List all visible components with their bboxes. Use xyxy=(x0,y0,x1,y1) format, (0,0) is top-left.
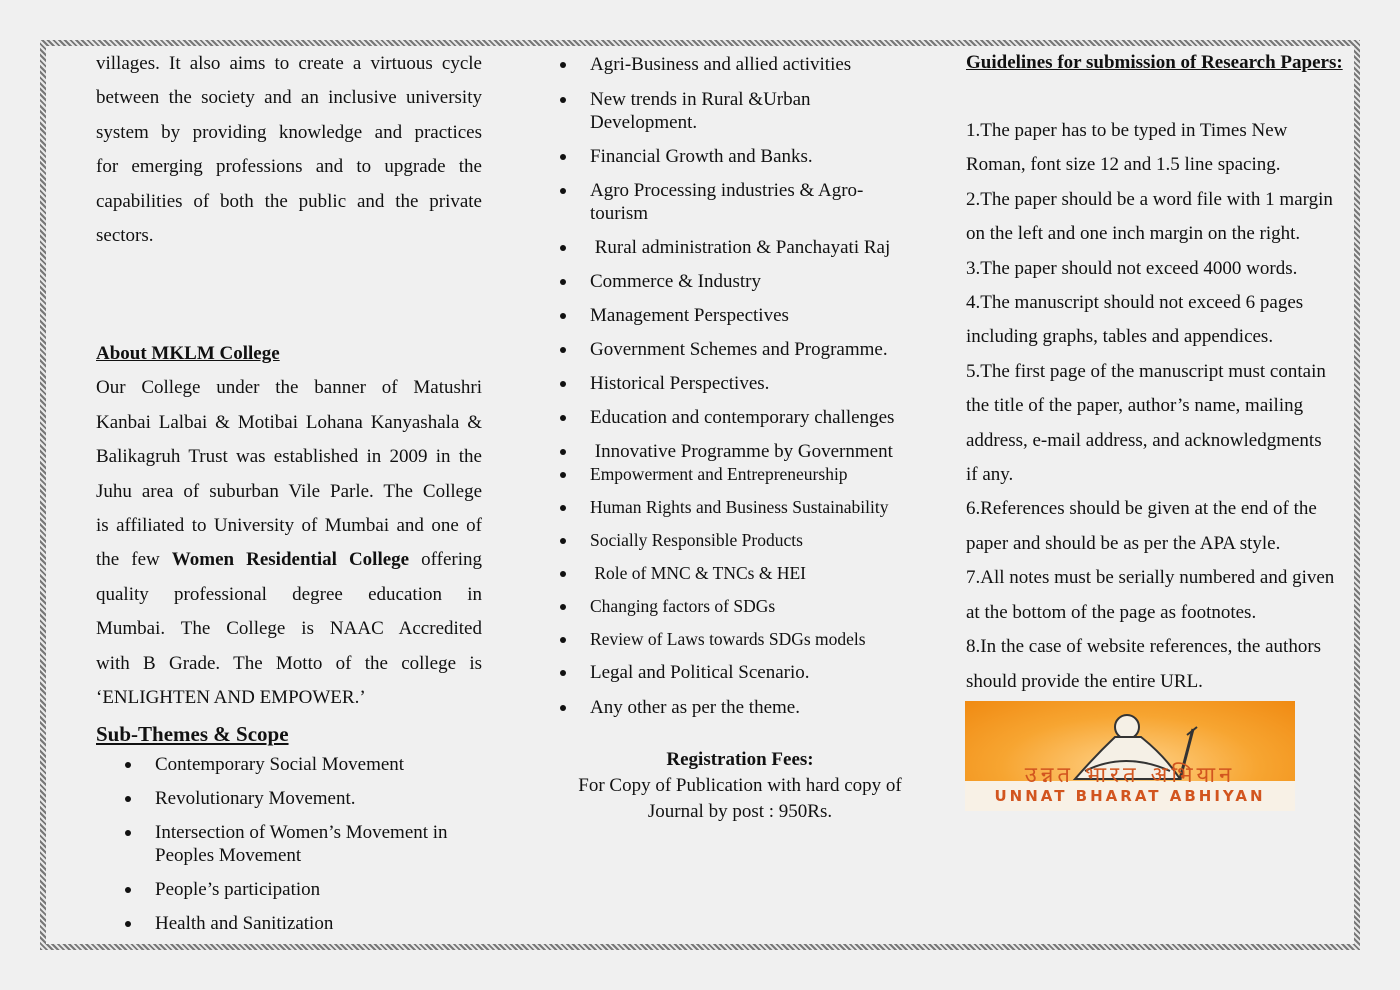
list-item: Legal and Political Scenario. xyxy=(555,661,925,684)
guideline-line: including graphs, tables and appendices. xyxy=(966,326,1274,348)
registration-line: Journal by post : 950Rs. xyxy=(647,801,833,822)
themes-list-a xyxy=(555,53,925,463)
list-item: Financial Growth and Banks. xyxy=(555,145,925,168)
about-heading: About MKLM College xyxy=(96,343,280,365)
guideline-line: 5.The first page of the manuscript must contain xyxy=(966,360,1326,382)
list-item: Contemporary Social Movement xyxy=(120,753,482,776)
text-line: for emerging professions and to upgrade the xyxy=(96,156,482,178)
list-item: Agri-Business and allied activities xyxy=(555,53,925,76)
text-line: between the society and an inclusive university xyxy=(96,87,482,109)
list-item: Role of MNC & TNCs & HEI xyxy=(555,562,925,585)
text-line: with B Grade. The Motto of the college is xyxy=(96,652,482,674)
text-line: system by providing knowledge and practices xyxy=(96,121,482,143)
guideline-line: 1.The paper has to be typed in Times New xyxy=(966,120,1288,141)
guideline-line: 6.References should be given at the end of the xyxy=(966,498,1317,520)
registration-fees xyxy=(555,747,925,825)
list-item: Agro Processing industries & Agro-tourism xyxy=(555,179,925,225)
middle-column xyxy=(555,53,925,825)
list-item: Innovative Programme by Government xyxy=(555,440,925,463)
guideline-line: address, e-mail address, and acknowledgments xyxy=(966,429,1322,451)
guideline-line: 8.In the case of website references, the authors xyxy=(966,636,1322,658)
intro-paragraph xyxy=(96,47,482,253)
unnat-bharat-abhiyan-logo xyxy=(965,701,1295,811)
text-line: quality professional degree education in xyxy=(96,583,482,605)
college-type-bold: Women Residential College xyxy=(171,549,410,571)
text-line: Mumbai. The College is NAAC Accredited xyxy=(96,618,482,640)
text-fragment: the few xyxy=(96,549,172,571)
list-item: Management Perspectives xyxy=(555,304,925,327)
right-column xyxy=(966,52,1356,699)
themes-list-c xyxy=(555,661,925,719)
list-item: Review of Laws towards SDGs models xyxy=(555,628,925,651)
guideline-line: should provide the entire URL. xyxy=(966,670,1203,692)
guideline-line: 3.The paper should not exceed 4000 words. xyxy=(966,257,1298,279)
text-line: Our College under the banner of Matushri xyxy=(96,377,482,399)
list-item: Any other as per the theme. xyxy=(555,696,925,719)
guidelines-heading: Guidelines for submission of Research Papers: xyxy=(966,52,1343,73)
list-item: New trends in Rural &Urban Development. xyxy=(555,88,925,134)
text-line: Balikagruh Trust was established in 2009 in the xyxy=(96,446,482,468)
guideline-line: paper and should be as per the APA style. xyxy=(966,532,1281,554)
sub-themes-list xyxy=(120,753,482,935)
guidelines-list xyxy=(966,114,1356,699)
registration-line: For Copy of Publication with hard copy of xyxy=(578,775,902,796)
guideline-line: at the bottom of the page as footnotes. xyxy=(966,601,1257,623)
list-item: Historical Perspectives. xyxy=(555,372,925,395)
logo-hindi-text: उन्नत भारत अभियान xyxy=(1024,763,1236,788)
list-item: Changing factors of SDGs xyxy=(555,595,925,618)
text-line: Kanbai Lalbai & Motibai Lohana Kanyashala & xyxy=(96,411,482,433)
text-line: villages. It also aims to create a virtuous cycle xyxy=(96,53,482,74)
list-item: Socially Responsible Products xyxy=(555,529,925,552)
sub-themes-heading: Sub-Themes & Scope xyxy=(96,721,289,746)
motto-line: ‘ENLIGHTEN AND EMPOWER.’ xyxy=(96,687,366,709)
guideline-line: the title of the paper, author’s name, mailing xyxy=(966,395,1304,417)
list-item: Empowerment and Entrepreneurship xyxy=(555,463,925,486)
list-item: Health and Sanitization xyxy=(120,912,482,935)
guideline-line: on the left and one inch margin on the right. xyxy=(966,223,1301,245)
registration-title: Registration Fees: xyxy=(666,749,814,770)
text-line: Juhu area of suburban Vile Parle. The College xyxy=(96,480,482,502)
logo-text: UNNAT BHARAT ABHIYAN xyxy=(994,787,1266,805)
list-item: People’s participation xyxy=(120,878,482,901)
guideline-line: Roman, font size 12 and 1.5 line spacing. xyxy=(966,154,1281,176)
list-item: Rural administration & Panchayati Raj xyxy=(555,236,925,259)
list-item: Intersection of Women’s Movement in Peoples Movement xyxy=(120,821,482,867)
list-item: Education and contemporary challenges xyxy=(555,406,925,429)
list-item: Commerce & Industry xyxy=(555,270,925,293)
text-fragment: offering xyxy=(409,549,482,571)
guideline-line: if any. xyxy=(966,464,1014,486)
text-line-bold xyxy=(96,543,482,577)
guideline-line: 4.The manuscript should not exceed 6 pages xyxy=(966,292,1304,314)
themes-list-b xyxy=(555,463,925,651)
about-paragraph xyxy=(96,371,482,715)
text-line: is affiliated to University of Mumbai and one of xyxy=(96,515,482,537)
text-line: capabilities of both the public and the private xyxy=(96,190,482,212)
list-item: Revolutionary Movement. xyxy=(120,787,482,810)
text-line: sectors. xyxy=(96,225,154,247)
guideline-line: 2.The paper should be a word file with 1 margin xyxy=(966,188,1333,210)
list-item: Government Schemes and Programme. xyxy=(555,338,925,361)
guideline-line: 7.All notes must be serially numbered and given xyxy=(966,567,1335,589)
left-column xyxy=(96,50,482,935)
list-item: Human Rights and Business Sustainability xyxy=(555,496,925,519)
